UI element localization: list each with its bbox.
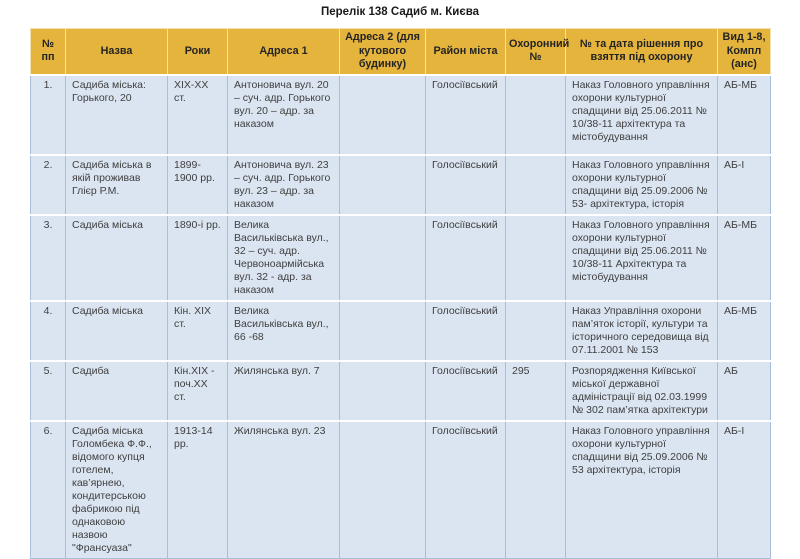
table-cell: Наказ Управління охорони пам’яток історії, культури та історичного середовища від 07.11.2001 № 153 [566, 301, 718, 361]
estates-table [30, 28, 771, 559]
table-cell: АБ-МБ [718, 215, 771, 301]
column-header: № та дата рішення про взяття під охорону [566, 29, 718, 75]
table-cell: Садиба міська Голомбека Ф.Ф., відомого купця готелем, кав’ярнею, кондитерською фабрикою під однаковою назвою "Франсуаза" [66, 421, 168, 559]
table-row [31, 301, 771, 361]
row-number-cell: 3. [31, 215, 66, 301]
row-number-cell: 5. [31, 361, 66, 421]
table-cell: Голосіївський [426, 301, 506, 361]
column-header: № пп [31, 29, 66, 75]
table-cell: Садиба міська [66, 301, 168, 361]
table-cell [340, 215, 426, 301]
table-row [31, 361, 771, 421]
column-header: Вид 1-8, Компл (анс) [718, 29, 771, 75]
table-cell: Велика Васильківська вул., 32 – суч. адр. Червоноармійська вул. 32 - адр. за наказом [228, 215, 340, 301]
table-cell: Жилянська вул. 7 [228, 361, 340, 421]
estates-table-container [30, 28, 770, 559]
table-cell: АБ-МБ [718, 301, 771, 361]
row-number-cell: 6. [31, 421, 66, 559]
column-header: Роки [168, 29, 228, 75]
table-cell: Наказ Головного управління охорони культурної спадщини від 25.06.2011 № 10/38-11 Архітектура та містобудування [566, 215, 718, 301]
table-cell: Голосіївський [426, 75, 506, 155]
table-cell: XIX-XX ст. [168, 75, 228, 155]
table-cell: АБ-І [718, 155, 771, 215]
table-cell: 1890-і рр. [168, 215, 228, 301]
table-cell: Наказ Головного управління охорони культурної спадщини від 25.09.2006 № 53- архітектура, історія [566, 155, 718, 215]
table-cell [506, 421, 566, 559]
table-cell: Садиба міська: Горького, 20 [66, 75, 168, 155]
table-cell: АБ-МБ [718, 75, 771, 155]
column-header: Район міста [426, 29, 506, 75]
table-cell: 1913-14 рр. [168, 421, 228, 559]
table-row [31, 155, 771, 215]
table-cell [340, 301, 426, 361]
table-cell [506, 75, 566, 155]
table-cell: Антоновича вул. 23 – суч. адр. Горького вул. 23 – адр. за наказом [228, 155, 340, 215]
table-cell: Наказ Головного управління охорони культурної спадщини від 25.09.2006 № 53 архітектура, історія [566, 421, 718, 559]
row-number-cell: 2. [31, 155, 66, 215]
table-cell: АБ-І [718, 421, 771, 559]
row-number-cell: 1. [31, 75, 66, 155]
table-cell: Кін. XIX ст. [168, 301, 228, 361]
table-cell: Садиба міська [66, 215, 168, 301]
table-cell: Голосіївський [426, 155, 506, 215]
table-row [31, 421, 771, 559]
table-cell [340, 155, 426, 215]
table-row [31, 215, 771, 301]
table-cell: Розпорядження Київської міської державної адміністрації від 02.03.1999 № 302 пам’ятка архітектури [566, 361, 718, 421]
row-number-cell: 4. [31, 301, 66, 361]
table-cell: Жилянська вул. 23 [228, 421, 340, 559]
column-header: Охоронний № [506, 29, 566, 75]
table-cell: Садиба [66, 361, 168, 421]
page-title: Перелік 138 Садиб м. Києва [320, 6, 480, 18]
table-row [31, 75, 771, 155]
table-cell [340, 75, 426, 155]
table-cell [340, 361, 426, 421]
table-cell: 295 [506, 361, 566, 421]
table-cell: Голосіївський [426, 421, 506, 559]
table-cell: Кін.XIX - поч.XX ст. [168, 361, 228, 421]
table-cell: Наказ Головного управління охорони культурної спадщини від 25.06.2011 № 10/38-11 архітектура та містобудування [566, 75, 718, 155]
table-cell: Антоновича вул. 20 – суч. адр. Горького вул. 20 – адр. за наказом [228, 75, 340, 155]
table-cell: 1899-1900 рр. [168, 155, 228, 215]
table-cell [506, 215, 566, 301]
table-header-row [31, 29, 771, 75]
table-cell: Велика Васильківська вул., 66 -68 [228, 301, 340, 361]
column-header: Назва [66, 29, 168, 75]
table-cell [340, 421, 426, 559]
column-header: Адреса 1 [228, 29, 340, 75]
table-cell: АБ [718, 361, 771, 421]
table-cell: Садиба міська в якій проживав Глієр Р.М. [66, 155, 168, 215]
table-cell [506, 155, 566, 215]
table-cell: Голосіївський [426, 361, 506, 421]
column-header: Адреса 2 (для кутового будинку) [340, 29, 426, 75]
table-cell [506, 301, 566, 361]
table-cell: Голосіївський [426, 215, 506, 301]
